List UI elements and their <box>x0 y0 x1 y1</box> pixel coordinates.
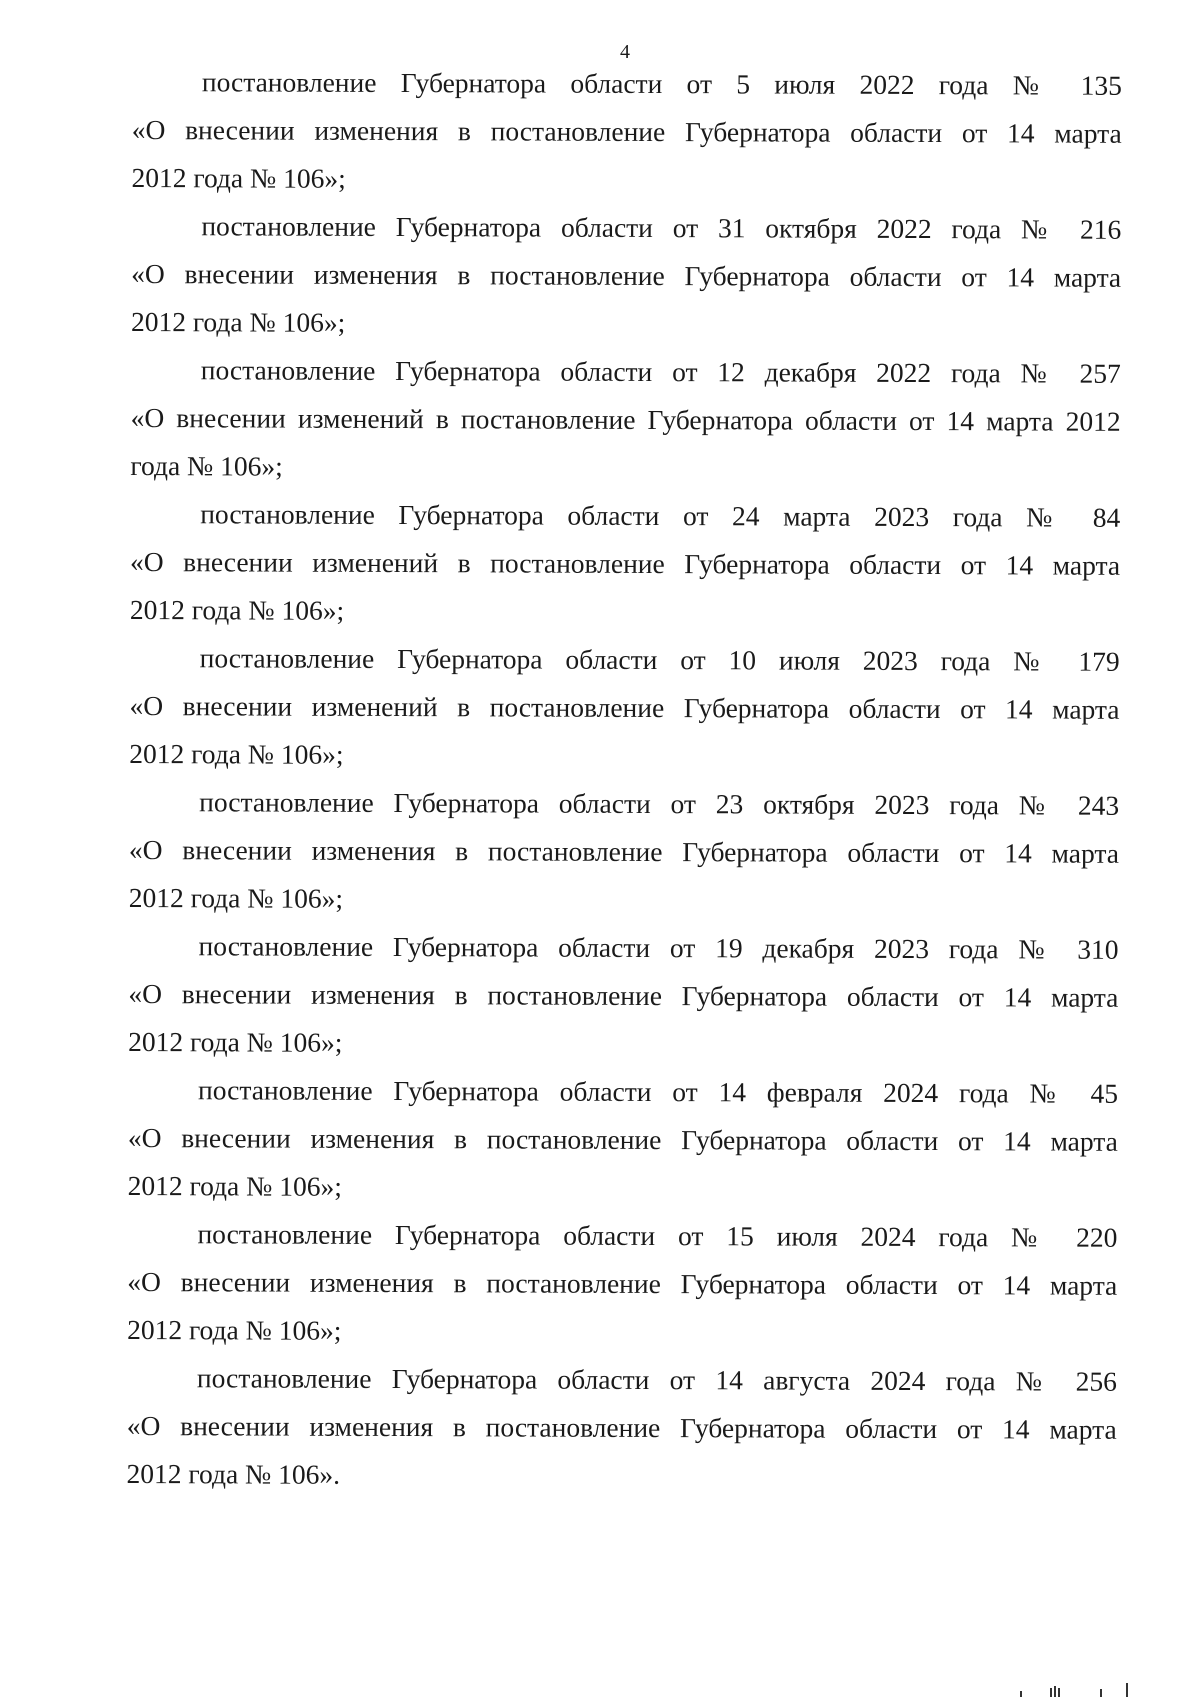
list-item <box>131 202 1122 350</box>
list-item <box>128 922 1119 1070</box>
list-item <box>126 1354 1117 1502</box>
resolutions-list <box>126 58 1122 1502</box>
item-line-title: постановление Губернатора области от 12 декабря 2022 года № 257 <box>200 354 1121 389</box>
item-line-title: постановление Губернатора области от 14 февраля 2024 года № 45 <box>197 1074 1119 1109</box>
item-line-title: постановление Губернатора области от 24 марта 2023 года № 84 <box>200 498 1121 533</box>
item-line-subject: «О внесении изменения в постановление Губернатора области от 14 марта <box>128 977 1119 1013</box>
item-line-subject: «О внесении изменения в постановление Губернатора области от 14 марта <box>127 1265 1118 1301</box>
item-line-ending: 2012 года № 106»; <box>127 1169 342 1202</box>
item-line-title: постановление Губернатора области от 19 декабря 2023 года № 310 <box>198 930 1119 965</box>
item-line-subject: «О внесении изменений в постановление Губернатора области от 14 марта <box>130 545 1121 581</box>
list-item <box>130 490 1121 638</box>
item-line-ending: 2012 года № 106»; <box>129 593 345 626</box>
item-line-ending: 2012 года № 106»; <box>127 1313 342 1346</box>
item-line-ending: 2012 года № 106»; <box>130 305 346 338</box>
item-line-ending: 2012 года № 106». <box>126 1457 341 1490</box>
scan-edge-marks <box>1010 1683 1130 1697</box>
item-line-ending: 2012 года № 106»; <box>128 1025 343 1058</box>
item-line-title: постановление Губернатора области от 15 июля 2024 года № 220 <box>197 1218 1118 1253</box>
list-item <box>129 634 1120 782</box>
item-line-title: постановление Губернатора области от 23 октября 2023 года № 243 <box>199 786 1120 821</box>
page-number: 4 <box>620 41 630 63</box>
list-item <box>128 1066 1119 1214</box>
item-line-subject: «О внесении изменения в постановление Губернатора области от 14 марта <box>126 1409 1117 1445</box>
item-line-ending: года № 106»; <box>130 449 283 482</box>
item-line-ending: 2012 года № 106»; <box>131 161 346 194</box>
item-line-ending: 2012 года № 106»; <box>129 737 344 770</box>
item-line-subject: «О внесении изменения в постановление Губернатора области от 14 марта <box>128 833 1120 869</box>
list-item <box>131 58 1122 206</box>
item-line-ending: 2012 года № 106»; <box>128 881 344 914</box>
item-line-subject: «О внесении изменения в постановление Губернатора области от 14 марта <box>131 257 1122 293</box>
list-item <box>127 1210 1118 1358</box>
item-line-title: постановление Губернатора области от 5 июля 2022 года № 135 <box>201 66 1122 101</box>
item-line-subject: «О внесении изменения в постановление Губернатора области от 14 марта <box>131 113 1122 149</box>
item-line-title: постановление Губернатора области от 10 июля 2023 года № 179 <box>199 642 1120 677</box>
item-line-subject: «О внесении изменения в постановление Губернатора области от 14 марта <box>127 1121 1118 1157</box>
item-line-title: постановление Губернатора области от 14 августа 2024 года № 256 <box>196 1362 1117 1397</box>
item-line-subject: «О внесении изменений в постановление Губернатора области от 14 марта <box>129 689 1120 725</box>
item-line-title: постановление Губернатора области от 31 октября 2022 года № 216 <box>201 210 1122 245</box>
item-line-subject: «О внесении изменений в постановление Губернатора области от 14 марта 2012 <box>130 401 1121 437</box>
list-item <box>130 346 1121 494</box>
list-item <box>129 778 1120 926</box>
